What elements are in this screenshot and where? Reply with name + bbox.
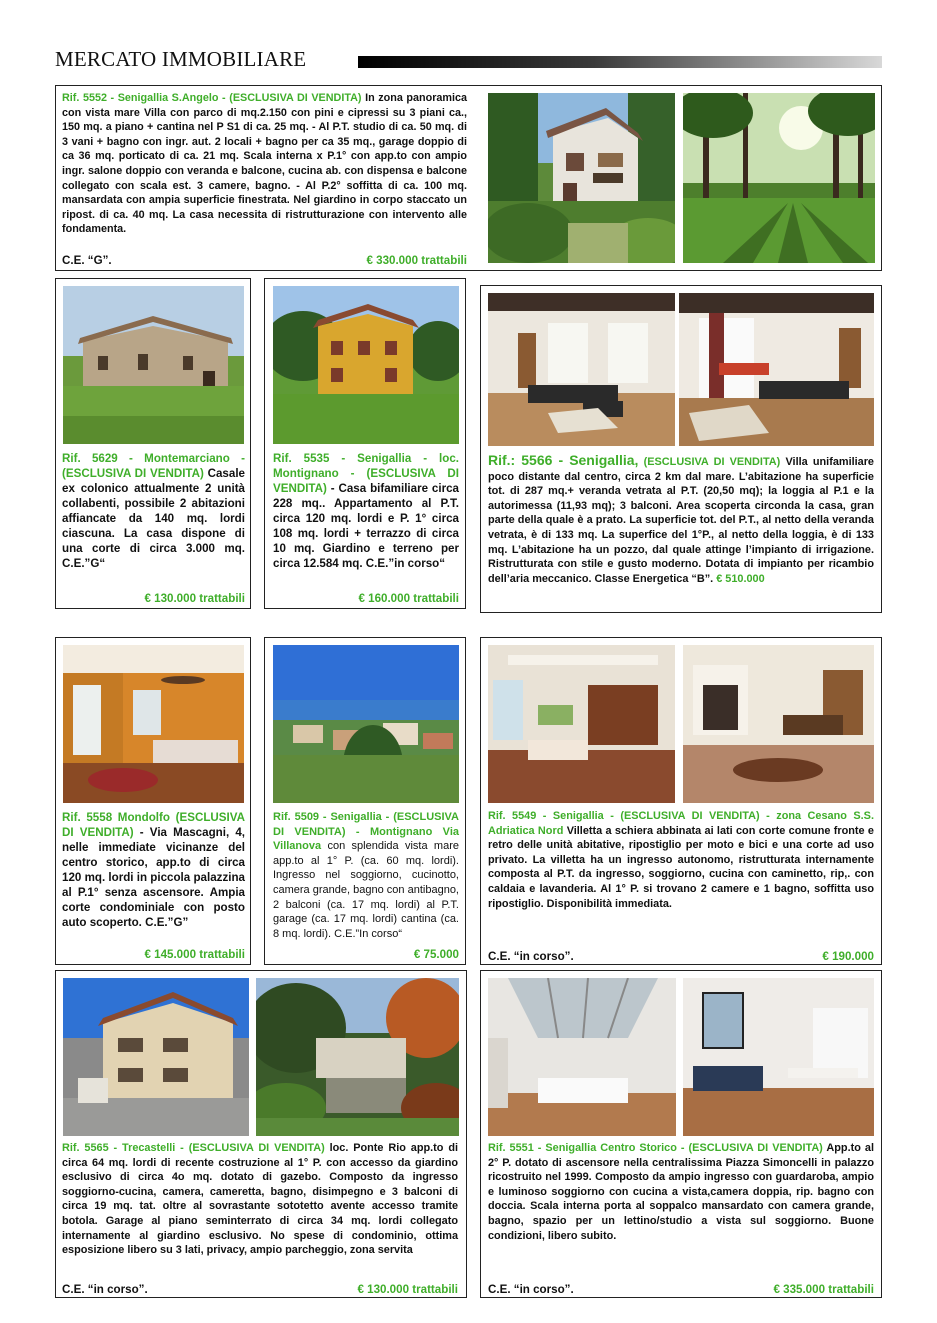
kitchen-fireplace-photo	[683, 645, 874, 803]
farmhouse-photo	[63, 286, 244, 444]
exclusive-label: (ESCLUSIVA DI VENDITA)	[62, 467, 204, 480]
energy-class: C.E. “in corso”.	[488, 1283, 574, 1296]
exclusive-label: (ESCLUSIVA DI VENDITA)	[620, 810, 760, 822]
listing-ref: Rif. 5549 - Senigallia -	[488, 810, 614, 822]
listing-text	[488, 1141, 874, 1243]
listing-footer	[62, 1282, 458, 1297]
page-title: MERCATO IMMOBILIARE	[55, 47, 307, 71]
listing-ref: Rif.: 5566 - Senigallia,	[488, 452, 639, 468]
listing-price: € 335.000 trattabili	[773, 1283, 874, 1296]
exclusive-label: (ESCLUSIVA DI VENDITA)	[273, 467, 459, 495]
listing-price: € 160.000 trattabili	[358, 592, 459, 605]
listing-5509	[264, 637, 466, 965]
energy-class: C.E. “G”.	[62, 254, 112, 267]
listing-ref: Rif. 5629 - Montemarciano -	[62, 452, 245, 465]
listing-text	[488, 453, 874, 586]
exclusive-label: (ESCLUSIVA DI VENDITA)	[62, 811, 245, 839]
listing-description: In zona panoramica con vista mare Villa con parco di mq.2.150 con pini e cipressi su 3 piani ca., 150 mq. a piano + cantina nel P S1 di ca. 25 mq. - Al P.T. studio di ca. 50 mq. di 3 vani + bagno con ingr. aut. 2 locali + bagno per ca 35 mq., garage doppio di ca 36 mq. porticato di ca. 21 mq. Scala interna x P.1° con app.to con ampio ingr. salone doppio con veranda e balcone, cucina ab. con dispensa e balcone collegato con scala est. 3 camere, bagno. - Al P.2° soffitta di ca. 100 mq. mansardata con ampia superficie finestrata. Nel giardino in corpo staccato un ripost. di ca. 40 mq. La casa necessita di ristrutturazione con intervento alle fondamenta.	[62, 92, 468, 236]
listing-price: € 145.000 trattabili	[144, 948, 245, 961]
listing-ref: Rif. 5535 - Senigallia - loc. Montignano -	[273, 452, 459, 480]
villa-exterior-photo	[488, 93, 675, 263]
listing-location: - zona Cesano S.S. Adriatica Nord	[488, 810, 874, 837]
listing-price: € 130.000 trattabili	[144, 592, 245, 605]
listing-text	[488, 809, 874, 911]
orange-living-room-photo	[63, 645, 244, 803]
listing-text	[62, 1141, 458, 1258]
listing-5629	[55, 278, 251, 609]
listing-text	[62, 451, 245, 571]
loft-bedroom-photo	[488, 978, 676, 1136]
listing-price: € 130.000 trattabili	[357, 1283, 458, 1296]
listing-text	[62, 91, 467, 237]
listing-price: € 510.000	[716, 572, 765, 585]
listing-description: Casale ex colonico attualmente 2 unità collabenti, possibile 2 abitazioni affiancate da 140 mq. lordi ciascuna. La casa dispone di una corte di circa 3.000 mq. C.E.”G“	[62, 467, 245, 570]
listing-footer	[488, 949, 874, 964]
listing-footer	[62, 947, 245, 962]
yellow-house-photo	[273, 286, 459, 444]
listing-description: Villa unifamiliare poco distante dal centro, circa 2 km dal mare. L’abitazione ha superficie tot. di 287 mq.+ veranda vetrata al P.T. (20,50 mq); la loggia al P.1 e la autorimessa (11,93 mq); 3 balconi. Area scoperta circonda la casa, gran parte della quale è a prato. La superficie tot. del P.T., al netto della veranda vetrata, è di 133 mq. La superfice del 1°P., al netto della loggia, è di 133 mq. L’abitazione ha un pozzo, dal quale attinge l’impianto di irrigazione. Ristrutturata con stile e gusto moderno. Dotata di impianto per ricambio dell’aria meccanico. Classe Energetica “B”.	[488, 456, 874, 585]
listing-ref: Rif. 5565 - Trecastelli -	[62, 1142, 184, 1154]
sea-view-photo	[273, 645, 459, 803]
listing-ref: Rif. 5551 - Senigallia Centro Storico -	[488, 1142, 685, 1154]
energy-class: C.E. “in corso”.	[62, 1283, 148, 1296]
listing-5549	[480, 637, 882, 965]
listing-ref: Rif. 5552 - Senigallia S.Angelo -	[62, 92, 226, 104]
listing-description: loc. Ponte Rio app.to di circa 64 mq. lordi di recente costruzione al 1° P. con accesso da giardino esclusivo di circa 4o mq. dotato di gazebo. Composto da ingresso soggiorno-cucina, camera, cameretta, bagno, disimpegno e 3 balconi di circa 19 mq. tat. oltre al sovrastante sototetto avente accesso tramite botola. Garage al piano seminterrato di circa 34 mq. lordi collegato internamente al giardino esclusivo. No spese di condominio, ottima esposizione libero su 3 lati, privacy, ampio parcheggio, zona servita	[62, 1142, 459, 1257]
exclusive-label: (ESCLUSIVA DI VENDITA)	[188, 1142, 325, 1154]
listing-ref: Rif. 5558 Mondolfo	[62, 811, 170, 824]
listing-description: con splendida vista mare app.to al 1° P. (ca. 60 mq. lordi). Ingresso nel soggiorno, cucinotto, camera grande, bagno con antibagno, 2 balconi (ca. 17 mq. lordi) al P.T. garage (ca. 17 mq. lordi) cantina (ca. 8 mq. lordi). C.E.”In corso“	[273, 840, 459, 940]
exclusive-label: (ESCLUSIVA DI VENDITA)	[688, 1142, 823, 1154]
exclusive-label: (ESCLUSIVA DI VENDITA)	[643, 456, 781, 468]
listing-price: € 190.000	[822, 950, 874, 963]
listing-5566	[480, 285, 882, 613]
listing-5535	[264, 278, 466, 609]
study-room-photo	[488, 645, 675, 803]
living-room-fireplace-photo	[679, 293, 874, 446]
listing-location: - Montignano Via Villanova	[273, 825, 459, 853]
listing-footer	[273, 947, 459, 962]
exclusive-label: (ESCLUSIVA DI VENDITA)	[229, 92, 362, 104]
apartment-building-photo	[63, 978, 249, 1136]
exclusive-label: (ESCLUSIVA DI VENDITA)	[273, 811, 460, 838]
listing-5551	[480, 970, 882, 1298]
listing-description: - Via Mascagni, 4, nelle immediate vicinanze del centro storico, app.to di circa 120 mq. lordi in piccola palazzina al P.1° senza ascensore. Ampia corte condominiale con posto auto scoperto. C.E.”G”	[62, 826, 246, 929]
listing-footer	[62, 591, 245, 606]
header-gradient-bar	[358, 56, 882, 68]
garden-gazebo-photo	[256, 978, 459, 1136]
listing-description: - Casa bifamiliare circa 228 mq.. Appartamento al P.T. circa 120 mq. lordi e P. 1° circa 108 mq. lordi + terrazzo di circa 10 mq. Giardino e terreno per circa 12.584 mq. C.E.”in corso“	[273, 482, 459, 570]
listing-footer	[488, 1282, 874, 1297]
energy-class: C.E. “in corso”.	[488, 950, 574, 963]
listing-5565	[55, 970, 467, 1298]
listing-footer	[62, 253, 467, 268]
listing-text	[273, 810, 459, 941]
listing-text	[62, 810, 245, 930]
listing-footer	[273, 591, 459, 606]
living-room-photo	[488, 293, 675, 446]
villa-garden-photo	[683, 93, 875, 263]
listing-ref: Rif. 5509 - Senigallia -	[273, 811, 390, 823]
listing-5558	[55, 637, 251, 965]
listing-text	[273, 451, 459, 571]
listing-price: € 75.000	[413, 948, 459, 961]
listing-description: App.to al 2° P. dotato di ascensore nella centralissima Piazza Simoncelli in palazzo ricostruito nel 1999. Composto da ampio ingresso con guardaroba, ampio e luminoso soggiorno con cucina a vista,camera doppia, rip. bagno con doccia. Scala interna porta al soppalco mansardato con camera grande, bagno, spazio per un lettino/studio a vista sul soggiorno. Buone condizioni, libero subito.	[488, 1142, 874, 1242]
listing-5552	[55, 85, 882, 271]
listing-description: Villetta a schiera abbinata ai lati con corte comune fronte e retro delle unità abitative, ripostiglio per moto e bici e una corte ad uso privato. La villetta ha un ingresso autonomo, ristrutturata internamente composta al P.T. da ingresso, soggiorno, cucina con caminetto, rip,. con caldaia e lavanderia. Al 1° P. si trovano 2 camere e 1 bagno, soffitta uso ripostiglio. Disponibilità immediata.	[488, 824, 874, 910]
listing-price: € 330.000 trattabili	[366, 254, 467, 267]
open-living-kitchen-photo	[683, 978, 874, 1136]
